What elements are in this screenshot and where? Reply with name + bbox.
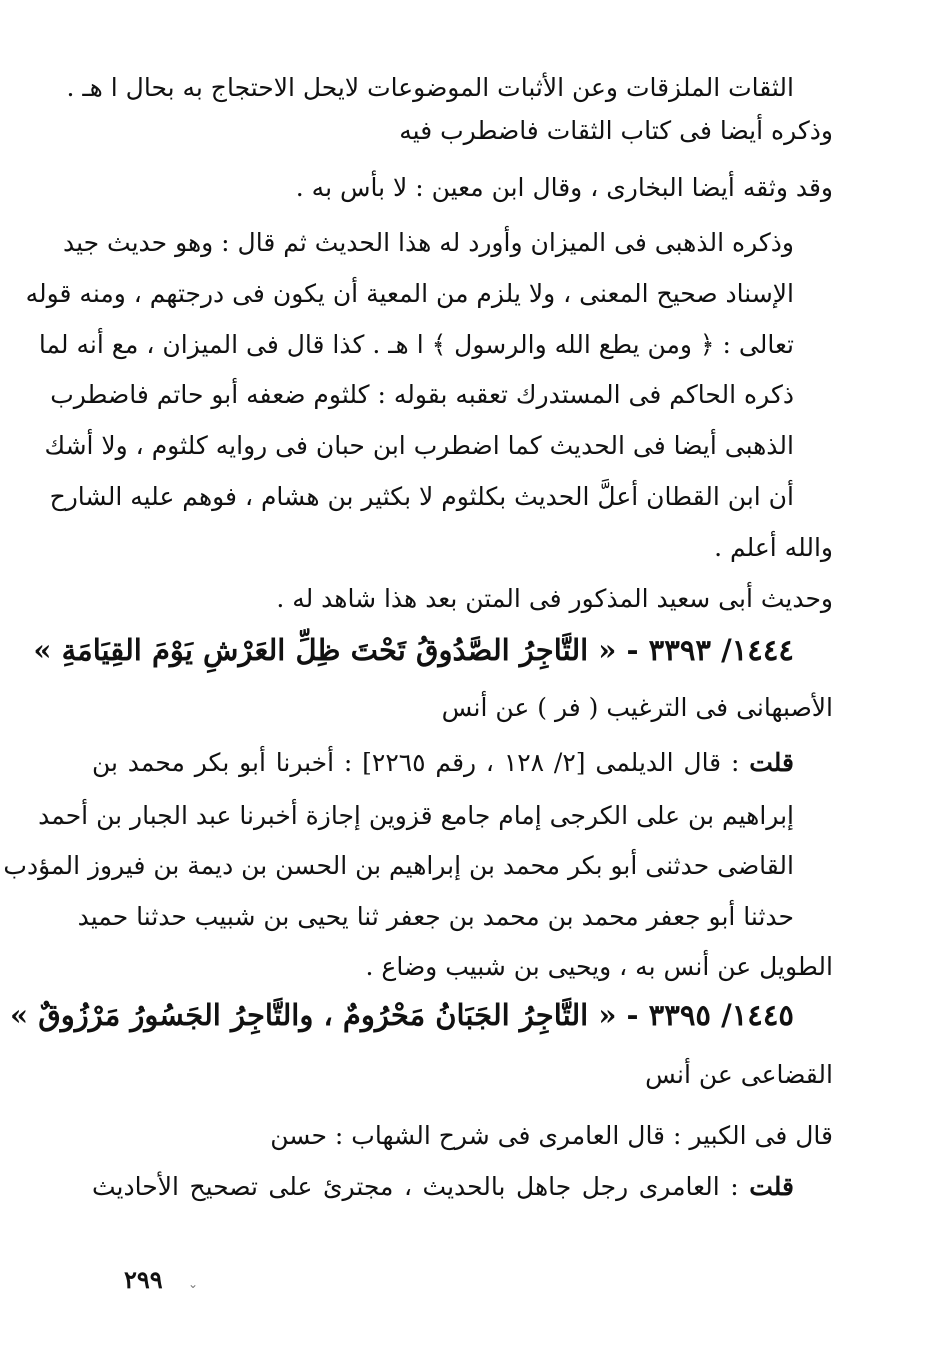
- text-line-qult-1: [92, 745, 794, 781]
- text-line-2: وذكره أيضا فى كتاب الثقات فاضطرب فيه: [399, 116, 833, 145]
- qult-label-1: قلت: [749, 748, 794, 777]
- text-line-21: قال فى الكبير : قال العامرى فى شرح الشهاب : حسن: [270, 1121, 833, 1150]
- hadith-heading-3395: ١٤٤٥/ ٣٣٩٥ - « التَّاجِرُ الجَبَانُ مَحْرُومٌ ، والتَّاجِرُ الجَسُورُ مَرْزُوقٌ »: [10, 998, 794, 1032]
- text-line-4: وذكره الذهبى فى الميزان وأورد له هذا الحديث ثم قال : وهو حديث جيد: [62, 228, 794, 257]
- text-line-7: ذكره الحاكم فى المستدرك تعقبه بقوله : كلثوم ضعفه أبو حاتم فاضطرب: [50, 380, 794, 409]
- page-number: ٢٩٩: [124, 1265, 163, 1294]
- text-line-8: الذهبى أيضا فى الحديث كما اضطرب ابن حبان فى روايه كلثوم ، ولا أشك: [44, 431, 794, 460]
- hadith-heading-3393: ١٤٤٤/ ٣٣٩٣ - « التَّاجِرُ الصَّدُوقُ تَحْتَ ظِلِّ العَرْشِ يَوْمَ القِيَامَةِ »: [33, 633, 794, 667]
- text-line-6: تعالى : ﴿ ومن يطع الله والرسول ﴾ ا هـ . كذا قال فى الميزان ، مع أنه لما: [38, 330, 794, 359]
- text-line-3: وقد وثقه أيضا البخارى ، وقال ابن معين : لا بأس به .: [295, 173, 833, 202]
- text-line-9: أن ابن القطان أعلَّ الحديث بكلثوم لا بكثير بن هشام ، فوهم عليه الشارح: [49, 482, 794, 511]
- source-line-3395: القضاعى عن أنس: [645, 1060, 833, 1089]
- qult-text-1: : قال الديلمى [٢/ ١٢٨ ، رقم ٢٢٦٥] : أخبرنا أبو بكر محمد بن: [92, 748, 740, 777]
- text-line-15: إبراهيم بن على الكرجى إمام جامع قزوين إجازة أخبرنا عبد الجبار بن أحمد: [38, 801, 794, 830]
- text-line-5: الإسناد صحيح المعنى ، ولا يلزم من المعية أن يكون فى درجتهم ، ومنه قوله: [25, 279, 794, 308]
- scan-mark: ⌄: [188, 1277, 199, 1291]
- text-line-1: الثقات الملزقات وعن الأثبات الموضوعات لايحل الاحتجاج به بحال ا هـ .: [66, 73, 794, 102]
- qult-label-2: قلت: [749, 1172, 794, 1201]
- text-line-11: وحديث أبى سعيد المذكور فى المتن بعد هذا شاهد له .: [276, 584, 833, 613]
- source-line-3393: الأصبهانى فى الترغيب ( فر ) عن أنس: [441, 693, 833, 722]
- text-line-17: حدثنا أبو جعفر محمد بن محمد بن جعفر ثنا يحيى بن شبيب حدثنا حميد: [77, 902, 794, 931]
- text-line-18: الطويل عن أنس به ، ويحيى بن شبيب وضاع .: [365, 952, 833, 981]
- text-line-10: والله أعلم .: [714, 533, 833, 562]
- qult-text-2: : العامرى رجل جاهل بالحديث ، مجترئ على تصحيح الأحاديث: [92, 1172, 739, 1201]
- text-line-qult-2: [92, 1169, 794, 1205]
- text-line-16: القاضى حدثنى أبو بكر محمد بن إبراهيم بن الحسن بن ديمة بن فيروز المؤدب: [3, 851, 794, 880]
